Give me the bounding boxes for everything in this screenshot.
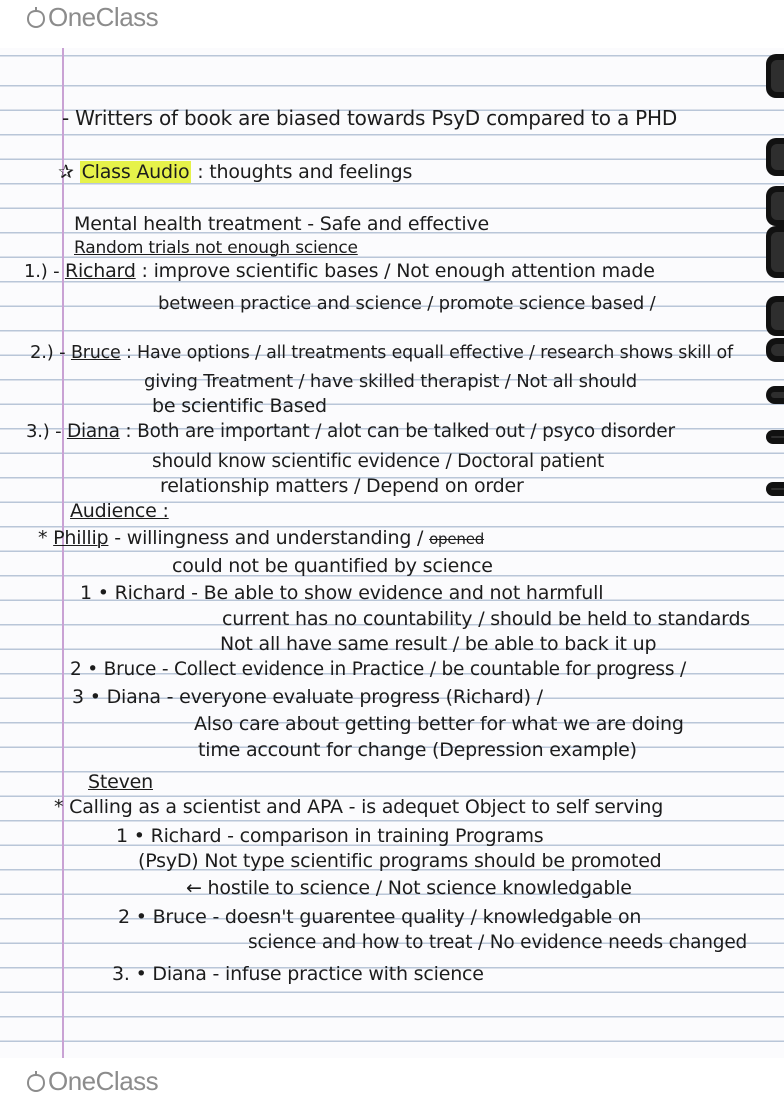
section-heading: Steven (88, 771, 153, 793)
notebook-page (0, 48, 784, 1058)
note-line: science and how to treat / No evidence needs changed (248, 932, 748, 953)
note-line: Not all have same result / be able to back it up (220, 633, 657, 655)
note-line: * Calling as a scientist and APA - is adequet Object to self serving (54, 796, 664, 818)
note-line: 3 • Diana - everyone evaluate progress (Richard) / (72, 686, 543, 708)
note-line: - Writters of book are biased towards PsyD compared to a PHD (62, 106, 678, 130)
note-line: ← hostile to science / Not science knowledgable (186, 877, 632, 899)
acorn-icon (26, 5, 46, 29)
note-line: 2 • Bruce - doesn't guarentee quality / knowledgable on (118, 906, 642, 928)
brand-name: OneClass (48, 1065, 159, 1096)
section-heading: Audience : (70, 500, 169, 522)
note-line: 2.) - Bruce : Have options / all treatments equall effective / research shows skill of (30, 342, 733, 363)
note-line: 1 • Richard - Be able to show evidence and not harmfull (80, 582, 604, 604)
note-line: (PsyD) Not type scientific programs should be promoted (138, 850, 662, 872)
note-line: 3. • Diana - infuse practice with science (112, 963, 484, 985)
speaker-name: Diana (66, 421, 120, 442)
highlighted-text: Class Audio (81, 161, 190, 183)
note-line: Random trials not enough science (74, 238, 358, 258)
oneclass-logo-bottom (26, 1064, 158, 1098)
speaker-name: Bruce (70, 343, 121, 363)
note-line: could not be quantified by science (172, 555, 493, 577)
oneclass-logo-top (26, 0, 158, 34)
note-line: 3.) - Diana : Both are important / alot can be talked out / psyco disorder (26, 421, 675, 442)
note-line: be scientific Based (152, 395, 327, 417)
note-line: * Phillip - willingness and understanding / opened (38, 527, 485, 549)
brand-name: OneClass (48, 1, 159, 32)
crossed-out-word: opened (429, 530, 485, 548)
speaker-name: Richard (64, 260, 136, 282)
note-line: 1.) - Richard : improve scientific bases / Not enough attention made (24, 260, 655, 282)
spiral-binding (762, 48, 784, 1058)
note-line: 2 • Bruce - Collect evidence in Practice / be countable for progress / (70, 659, 687, 680)
note-line: Also care about getting better for what we are doing (194, 713, 684, 735)
note-line: current has no countability / should be held to standards (222, 608, 751, 630)
acorn-icon (26, 1069, 46, 1093)
speaker-name: Phillip (53, 527, 109, 549)
note-line: Mental health treatment - Safe and effective (74, 213, 489, 235)
note-line: giving Treatment / have skilled therapist / Not all should (144, 371, 638, 392)
note-line: 1 • Richard - comparison in training Programs (116, 825, 544, 847)
note-line: between practice and science / promote science based / (158, 293, 656, 314)
note-line: should know scientific evidence / Doctoral patient (152, 451, 605, 472)
note-line: time account for change (Depression example) (198, 739, 637, 761)
margin-line (62, 48, 64, 1058)
note-line: relationship matters / Depend on order (160, 475, 524, 497)
note-line: ✰ Class Audio : thoughts and feelings (58, 161, 413, 183)
star-icon: ✰ (58, 161, 80, 183)
